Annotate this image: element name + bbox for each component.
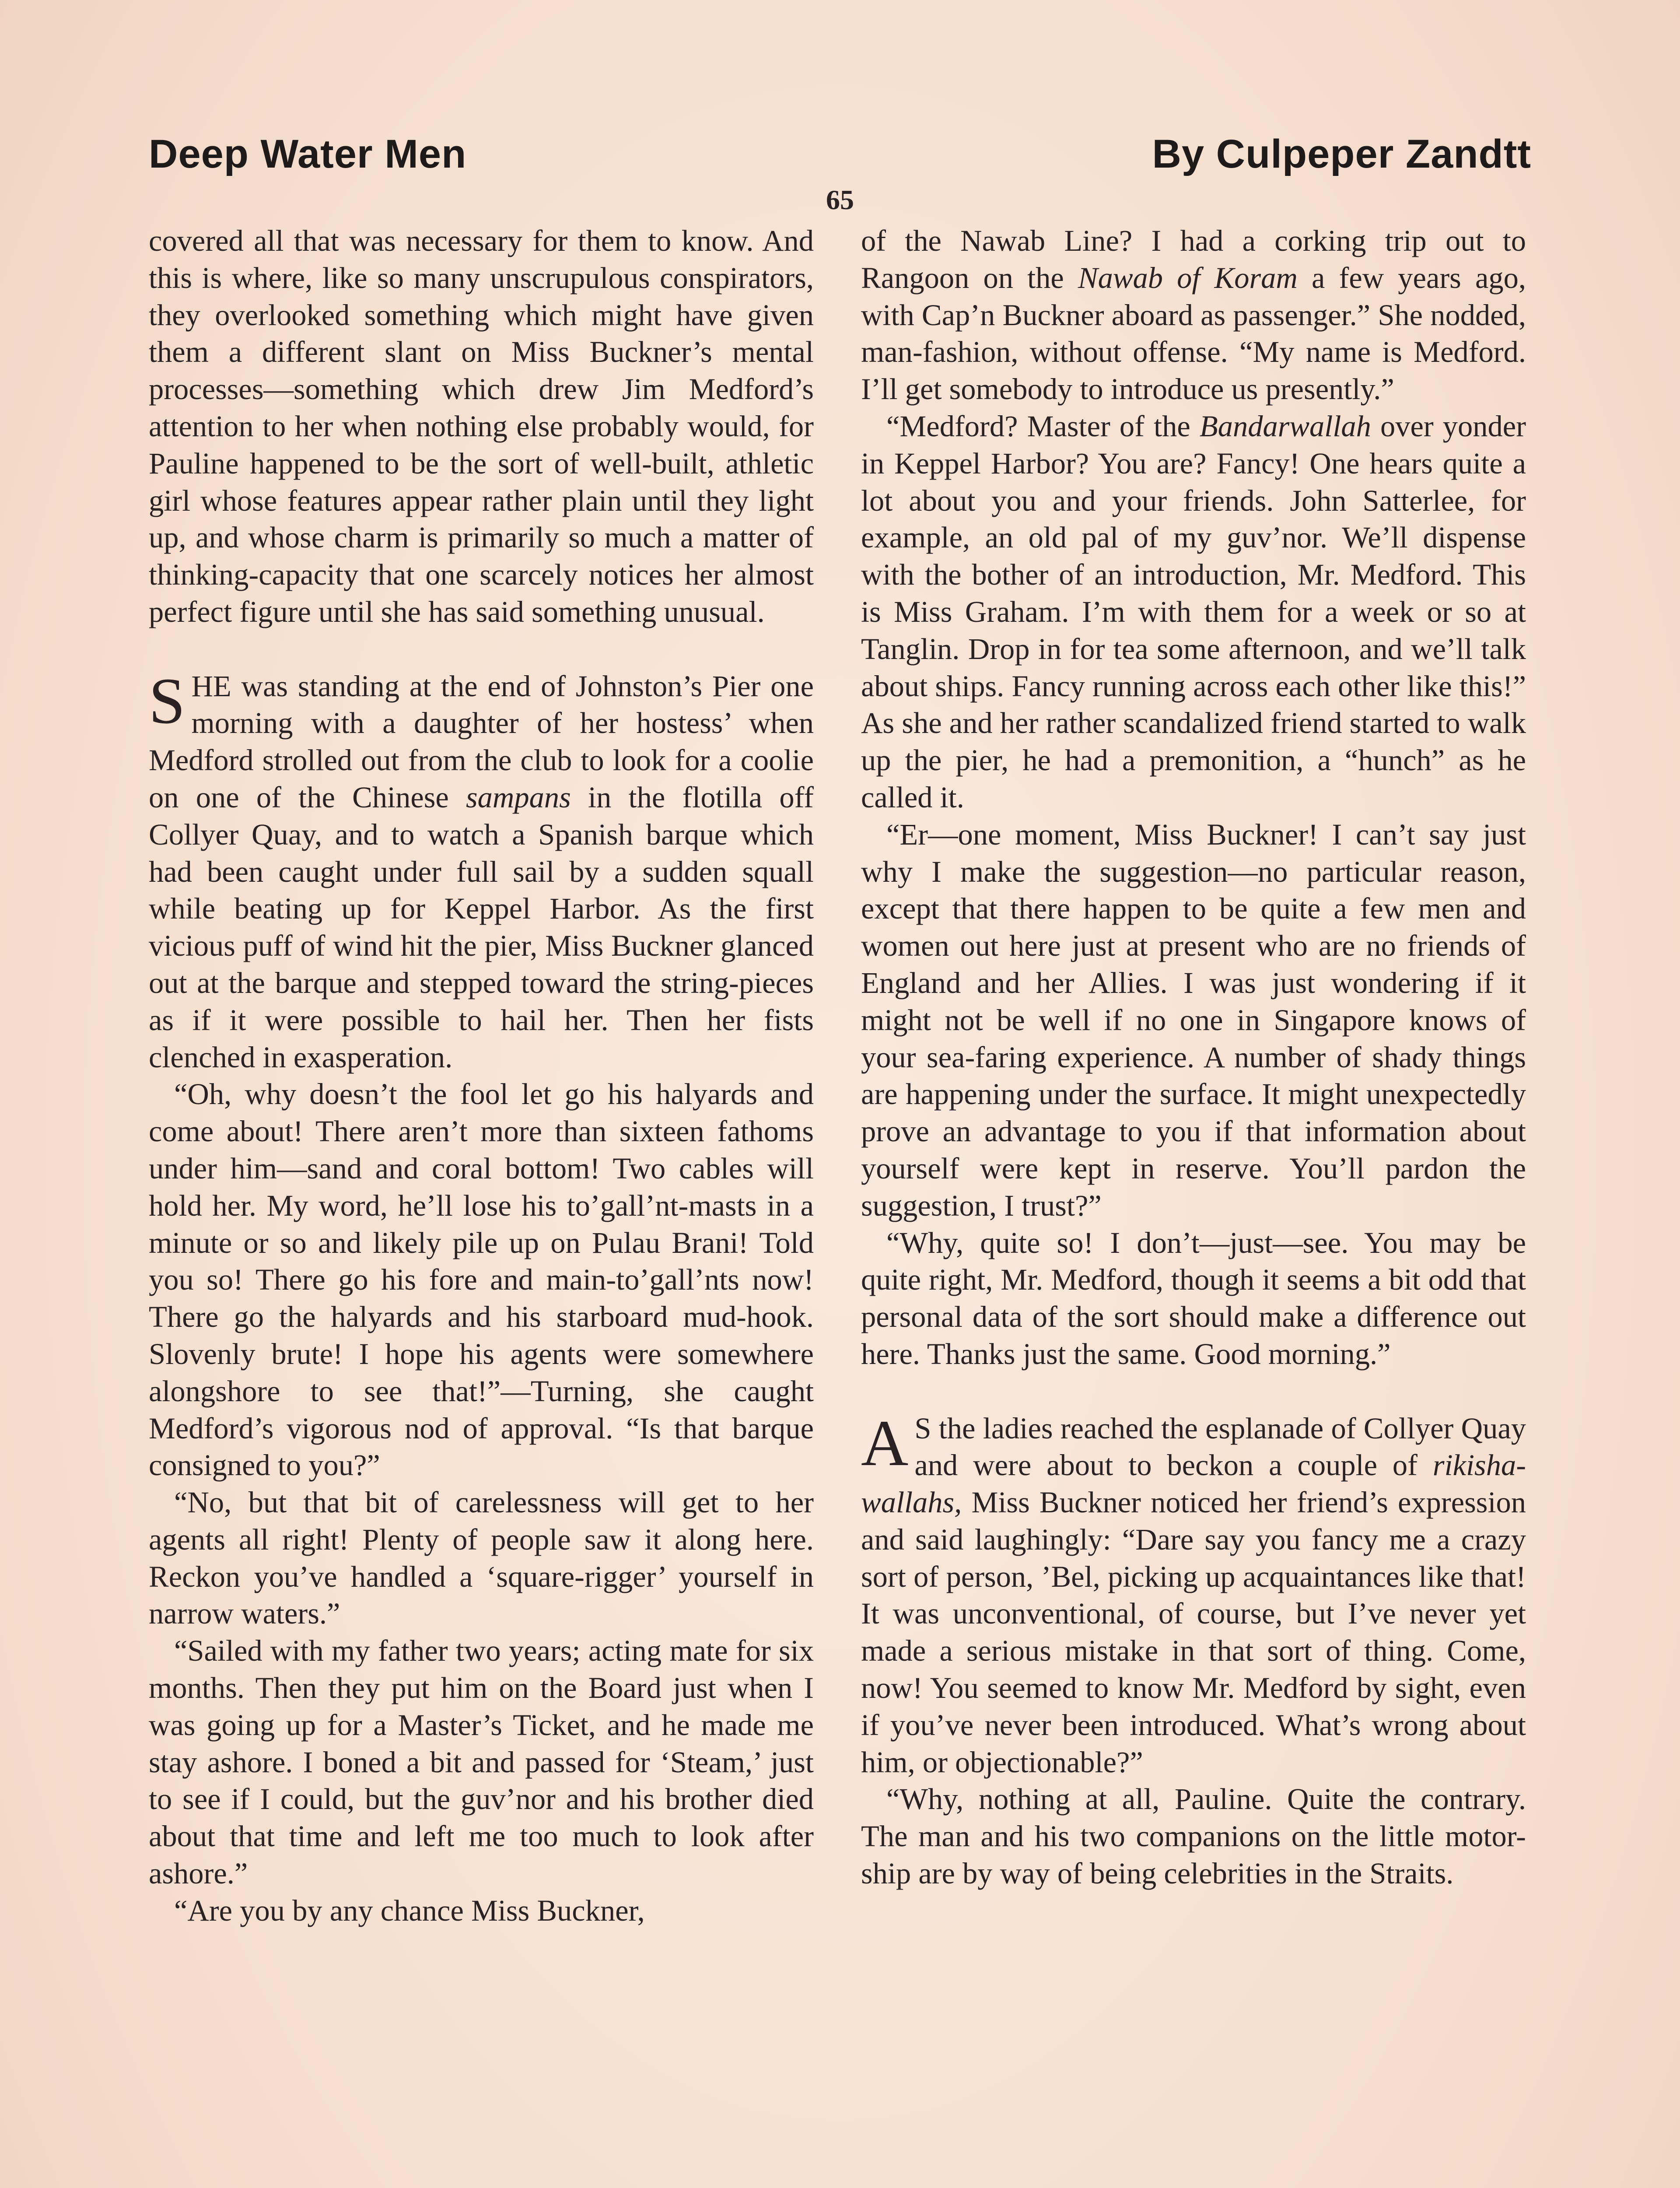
page-number: 65 [826, 184, 854, 215]
paragraph: “Sailed with my father two years; acting mate for six months. Then they put him on the Board just when I was going up for a Master’s Ticket, and he made me stay ashore. I boned a bit and passed for ‘Steam,’ just to see if I could, but the guv’nor and his brother died about that time and left me too much to look after ashore.” [149, 1634, 814, 1890]
paragraph [861, 408, 1526, 816]
paragraph-text: “Medford? Master of the [886, 409, 1200, 443]
italic-word: rikisha-wallahs, [861, 1448, 1526, 1519]
section-break [149, 631, 814, 668]
italic-ship-name: Nawab of Koram [1078, 261, 1298, 295]
paragraph-text: HE was standing at the end of Johnston’s Pier one morning with a daughter of her hostess’ when Medford strolled out from the club to look for a coolie on one of the Chinese [149, 669, 814, 814]
drop-cap: A [861, 1406, 909, 1480]
paragraph: “Er—one moment, Miss Buckner! I can’t say just why I make the suggestion—no particular reason, except that there happen to be quite a few men and women out here just at present who are no friends of England and her Allies. I was just wondering if it might not be well if no one in Singapore knows of your sea-faring experience. A number of shady things are happening under the surface. It might unexpectedly prove an advantage to you if that information about yourself were kept in reserve. You’ll pardon the suggestion, I trust?” [861, 817, 1526, 1222]
paragraph [861, 222, 1526, 408]
paragraph-text: Miss Buckner noticed her friend’s expression and said laughingly: “Dare say you fancy me a crazy sort of person, ’Bel, picking up acquaintances like that! It was unconventional, of course, but I’ve never yet made a serious mistake in that sort of thing. Come, now! You seemed to know Mr. Medford by sight, even if you’ve never been introduced. What’s wrong about him, or objectionable?” [861, 1486, 1526, 1779]
drop-cap: S [149, 664, 186, 737]
paragraph-text: a few years ago, with Cap’n Buckner aboard as passenger.” She nodded, man-fashion, without offense. “My name is Medford. I’ll get somebody to introduce us presently.” [861, 261, 1526, 406]
right-column [861, 222, 1526, 1892]
paragraph-with-dropcap [149, 664, 814, 1076]
italic-word: sampans [466, 780, 571, 814]
paragraph: “No, but that bit of carelessness will get to her agents all right! Plenty of people saw it along here. Reckon you’ve handled a ‘square-rigger’ yourself in narrow waters.” [149, 1486, 814, 1630]
paragraph-text: of the Nawab Line? I had a corking trip out to Rangoon on the [861, 224, 1526, 295]
paragraph: “Are you by any chance Miss Buckner, [174, 1893, 645, 1927]
paragraph-text: over yonder in Keppel Harbor? You are? Fancy! One hears quite a lot about you and your friends. John Satterlee, for example, an old pal of my guv’nor. We’ll dispense with the bother of an introduction, Mr. Medford. This is Miss Graham. I’m with them for a week or so at Tanglin. Drop in for tea some afternoon, and we’ll talk about ships. Fancy running across each other like this!” As she and her rather scandalized friend started to walk up the pier, he had a premonition, a “hunch” as he called it. [861, 409, 1526, 814]
paragraph-with-dropcap [861, 1406, 1526, 1781]
running-header [149, 131, 1531, 193]
paragraph-text: S the ladies reached the esplanade of Collyer Quay and were about to beckon a couple of [914, 1411, 1526, 1482]
paragraph: “Oh, why doesn’t the fool let go his halyards and come about! There aren’t more than sixteen fathoms under him—sand and coral bottom! Two cables will hold her. My word, he’ll lose his to’gall’nt-masts in a minute or so and likely pile up on Pulau Brani! Told you so! There go his fore and main-to’gall’nts now! There go the halyards and his starboard mud-hook. Slovenly brute! I hope his agents were somewhere alongshore to see that!”—Turning, she caught Medford’s vigorous nod of approval. “Is that barque consigned to you?” [149, 1077, 814, 1482]
italic-ship-name: Bandarwallah [1199, 409, 1371, 443]
paragraph: covered all that was necessary for them to know. And this is where, like so many unscrupulous conspirators, they overlooked something which might have given them a different slant on Miss Buckner’s mental processes—something which drew Jim Medford’s attention to her when nothing else probably would, for Pauline happened to be the sort of well-built, athletic girl whose features appear rather plain until they light up, and whose charm is primarily so much a matter of thinking-capacity that one scarcely notices her almost perfect figure until she has said something unusual. [149, 224, 814, 628]
paragraph: “Why, nothing at all, Pauline. Quite the contrary. The man and his two companions on the little motor-ship are by way of being celebrities in the Straits. [861, 1782, 1526, 1890]
paragraph: “Why, quite so! I don’t—just—see. You may be quite right, Mr. Medford, though it seems a bit odd that personal data of the sort should make a difference out here. Thanks just the same. Good morning.” [861, 1226, 1526, 1371]
paragraph-text: in the flotilla off Collyer Quay, and to watch a Spanish barque which had been caught under full sail by a sudden squall while beating up for Keppel Harbor. As the first vicious puff of wind hit the pier, Miss Buckner glanced out at the barque and stepped toward the string-pieces as if it were possible to hail her. Then her fists clenched in exasperation. [149, 780, 814, 1074]
author-byline: By Culpeper Zandtt [1152, 132, 1531, 176]
story-title: Deep Water Men [149, 132, 467, 176]
left-column [149, 222, 814, 1929]
section-break [861, 1373, 1526, 1410]
